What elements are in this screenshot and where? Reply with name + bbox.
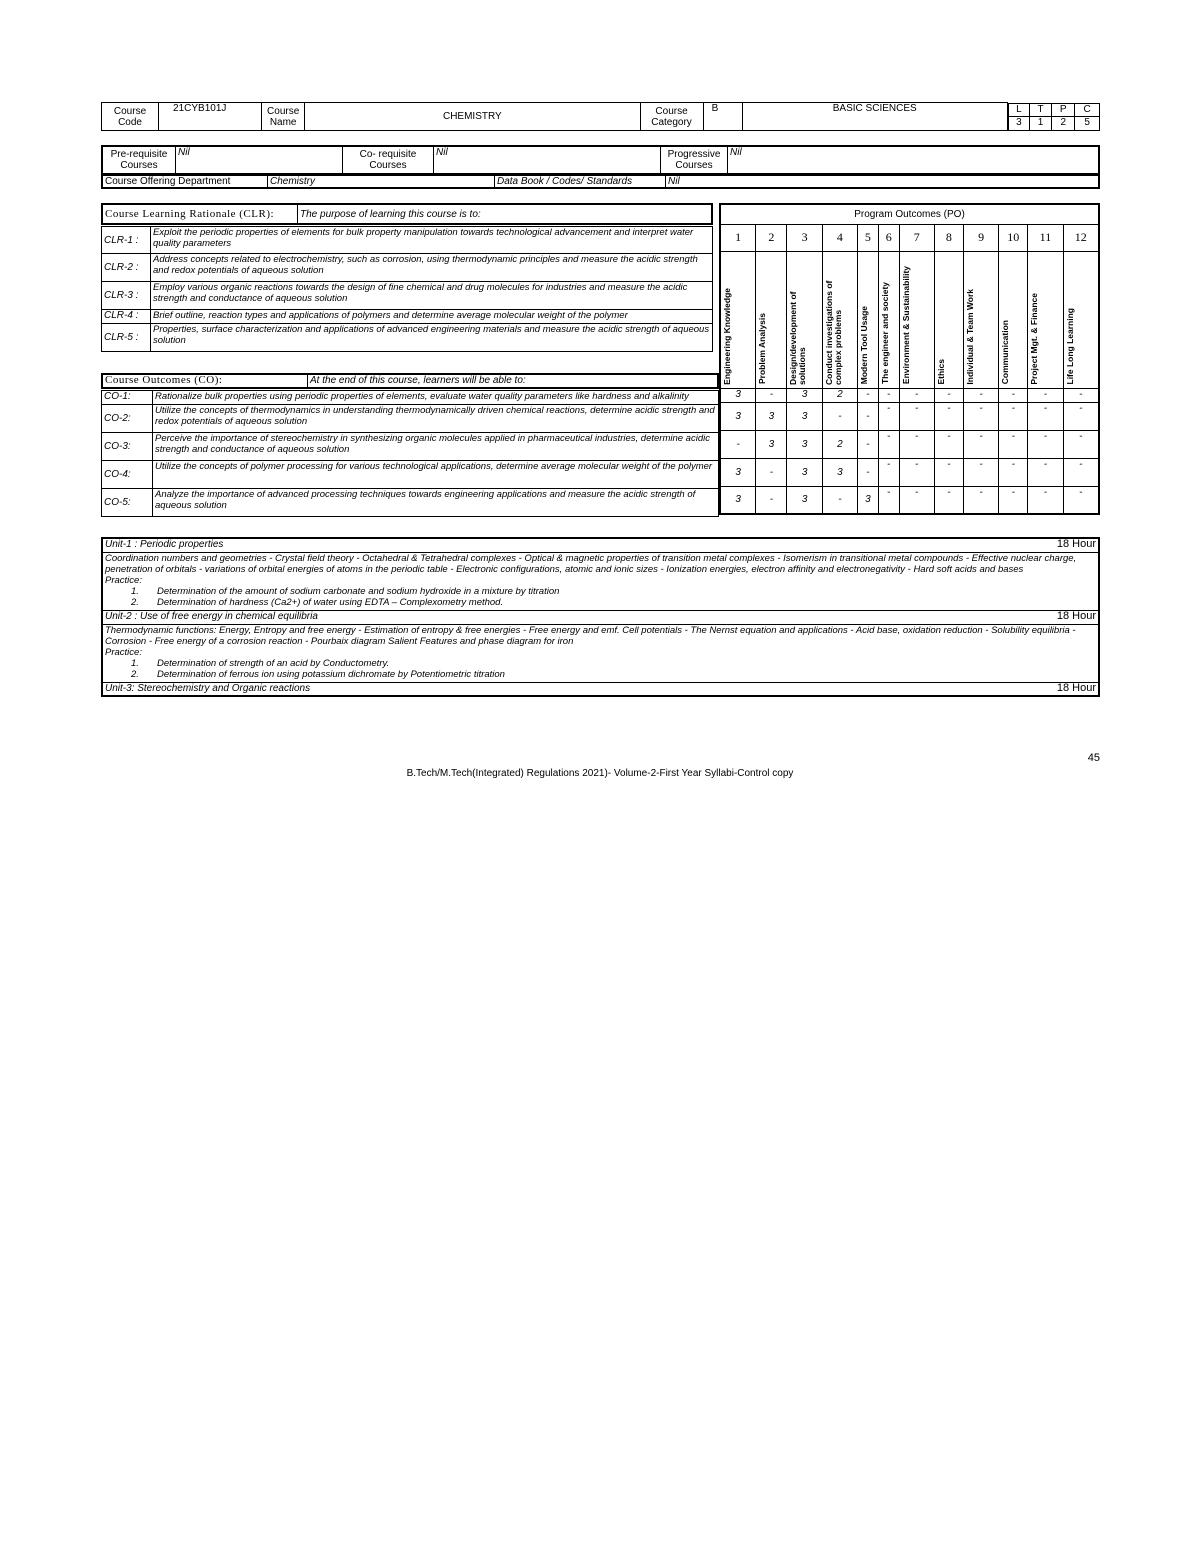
coreq-label: Co- requisite Courses <box>343 146 434 174</box>
practice-number: 2. <box>131 668 139 680</box>
practice-text: Determination of the amount of sodium carbonate and sodium hydroxide in a mixture by titration <box>157 585 560 597</box>
po-number: 2 <box>756 224 787 251</box>
practice-item <box>105 669 1096 680</box>
unit-body-cell <box>102 552 1099 610</box>
practice-number: 1. <box>131 585 139 597</box>
co-map: - <box>1063 388 1099 402</box>
clr-text: Employ various organic reactions towards the design of fine chemical and drug molecules for industries and measure the acidic strength and conductance of aqueous solution <box>151 282 713 310</box>
co-map: - <box>899 458 934 486</box>
clr-text: Properties, surface characterization and applications of advanced engineering materials and measure the acidic strength of aqueous solution <box>151 324 713 352</box>
po-name-cell <box>963 251 998 388</box>
clr-row <box>102 310 713 324</box>
ltpc-value-p: 2 <box>1052 117 1075 131</box>
databook-value: Nil <box>666 175 1100 188</box>
co-map: - <box>858 430 879 458</box>
po-name-cell <box>878 251 899 388</box>
practice-text: Determination of hardness (Ca2+) of water using EDTA – Complexometry method. <box>157 596 504 608</box>
databook-label: Data Book / Codes/ Standards <box>495 175 666 188</box>
co-map: - <box>899 430 934 458</box>
clr-title: Course Learning Rationale (CLR): <box>102 204 298 224</box>
po-name: Communication <box>1000 320 1011 385</box>
po-number: 10 <box>999 224 1028 251</box>
co-map: - <box>999 388 1028 402</box>
co-map: - <box>878 486 899 514</box>
co-map: - <box>756 486 787 514</box>
po-number: 8 <box>934 224 963 251</box>
po-name: Life Long Learning <box>1064 308 1075 385</box>
unit-3-header <box>102 682 1099 696</box>
po-name-cell <box>1028 251 1063 388</box>
po-name: Environment & Sustainability <box>900 266 911 385</box>
co-map: - <box>963 458 998 486</box>
co-map: - <box>1028 486 1063 514</box>
co-map: - <box>934 458 963 486</box>
po-number: 11 <box>1028 224 1063 251</box>
co-map: - <box>858 458 879 486</box>
co-map: - <box>1063 430 1099 458</box>
po-name: Project Mgt. & Finance <box>1029 292 1040 385</box>
unit-hours: 18 Hour <box>1014 538 1099 552</box>
co-map: 3 <box>787 486 822 514</box>
co-map: - <box>934 430 963 458</box>
co-map: - <box>756 388 787 402</box>
co-map: 2 <box>822 388 857 402</box>
co-map: 3 <box>756 430 787 458</box>
co-map: 3 <box>720 458 756 486</box>
po-number: 3 <box>787 224 822 251</box>
practice-label: Practice: <box>105 646 142 658</box>
co-map: - <box>963 486 998 514</box>
practice-number: 1. <box>131 657 139 669</box>
co-text: Utilize the concepts of thermodynamics in understanding thermodynamically driven chemical reactions, determine acidic strength and redox potentials of aqueous solution <box>153 405 719 433</box>
co-code: CO-3: <box>102 433 153 461</box>
course-code-label: Course Code <box>102 103 159 131</box>
po-name-cell <box>787 251 822 388</box>
co-map: - <box>963 402 998 430</box>
co-map: 3 <box>787 430 822 458</box>
prereq-label: Pre-requisite Courses <box>102 146 176 174</box>
course-header-table <box>101 102 1100 131</box>
co-map: - <box>878 458 899 486</box>
department-table <box>101 174 1100 189</box>
po-number: 12 <box>1063 224 1099 251</box>
co-map: - <box>756 458 787 486</box>
co-row <box>102 391 719 405</box>
co-map: - <box>999 430 1028 458</box>
po-title: Program Outcomes (PO) <box>720 204 1099 224</box>
co-map: 3 <box>756 402 787 430</box>
co-map: - <box>878 388 899 402</box>
prerequisite-table <box>101 145 1100 175</box>
co-map: - <box>934 388 963 402</box>
clr-intro: The purpose of learning this course is to: <box>298 204 713 224</box>
po-name-cell <box>822 251 857 388</box>
co-map: - <box>963 388 998 402</box>
course-category-label: Course Category <box>640 103 703 131</box>
co-map: - <box>878 402 899 430</box>
practice-text: Determination of strength of an acid by Conductometry. <box>157 657 390 669</box>
po-name: Ethics <box>935 358 946 385</box>
co-map: 3 <box>720 388 756 402</box>
practice-label: Practice: <box>105 574 142 586</box>
practice-item <box>105 658 1096 669</box>
clr-text: Address concepts related to electrochemistry, such as corrosion, using thermodynamic principles and measure the acidic strength and redox potentials of aqueous solution <box>151 254 713 282</box>
course-code: 21CYB101J <box>159 103 262 131</box>
po-table <box>719 203 1100 515</box>
clr-row <box>102 254 713 282</box>
ltpc-label-p: P <box>1052 103 1075 117</box>
co-map: - <box>1028 430 1063 458</box>
po-name: Individual & Team Work <box>964 288 975 385</box>
clr-row <box>102 227 713 254</box>
course-category-name: BASIC SCIENCES <box>742 103 1007 131</box>
co-map: - <box>899 402 934 430</box>
ltpc-table <box>1008 103 1100 131</box>
unit-body-cell <box>102 624 1099 682</box>
co-code: CO-4: <box>102 461 153 489</box>
po-name-cell <box>999 251 1028 388</box>
dept-value: Chemistry <box>268 175 495 188</box>
co-code: CO-1: <box>102 391 153 405</box>
clr-row <box>102 282 713 310</box>
co-map: - <box>1063 458 1099 486</box>
co-map: 3 <box>787 388 822 402</box>
co-map: - <box>822 402 857 430</box>
co-map: - <box>720 430 756 458</box>
co-code: CO-5: <box>102 489 153 517</box>
footer-caption: B.Tech/M.Tech(Integrated) Regulations 2021)- Volume-2-First Year Syllabi-Control copy <box>406 768 794 779</box>
co-row <box>102 489 719 517</box>
unit-hours: 18 Hour <box>1014 682 1099 696</box>
po-name-row <box>720 251 1099 388</box>
co-text: Analyze the importance of advanced processing techniques towards engineering applications and measure the acidic strength of aqueous solution <box>153 489 719 517</box>
ltpc-value-c: 5 <box>1075 117 1099 131</box>
page-number: 45 <box>1087 752 1100 764</box>
coreq-value: Nil <box>434 146 661 174</box>
practice-item <box>105 597 1096 608</box>
co-text: Perceive the importance of stereochemistry in synthesizing organic molecules applied in pharmaceutical industries, determine acidic strength and conductance of aqueous solution <box>153 433 719 461</box>
co-intro: At the end of this course, learners will be able to: <box>308 374 719 388</box>
po-name-cell <box>899 251 934 388</box>
co-row <box>102 461 719 489</box>
clr-text: Brief outline, reaction types and applications of polymers and determine average molecular weight of the polymer <box>151 310 713 324</box>
progressive-value: Nil <box>728 146 1100 174</box>
co-map: - <box>899 486 934 514</box>
po-number: 4 <box>822 224 857 251</box>
co-mapping-row <box>720 388 1099 402</box>
co-map: - <box>999 458 1028 486</box>
course-category-code: B <box>703 103 742 131</box>
clr-table <box>101 203 713 225</box>
course-name-label: Course Name <box>262 103 305 131</box>
co-map: 3 <box>787 458 822 486</box>
co-map: - <box>1063 402 1099 430</box>
unit-hours: 18 Hour <box>1014 610 1099 624</box>
co-map: 3 <box>822 458 857 486</box>
clr-items-table <box>101 226 713 352</box>
po-name: The engineer and society <box>879 282 890 385</box>
co-map: - <box>1028 458 1063 486</box>
co-map: 3 <box>787 402 822 430</box>
po-name: Design/development of solutions <box>788 290 808 385</box>
clr-code: CLR-2 : <box>102 254 151 282</box>
co-map: 3 <box>858 486 879 514</box>
ltpc-label-t: T <box>1029 103 1051 117</box>
co-mapping-row <box>720 458 1099 486</box>
unit-body: Thermodynamic functions: Energy, Entropy and free energy - Estimation of entropy & free energies - Free energy and emf. Cell potentials - The Nernst equation and applications - Acid base, oxidation reduction - Solubility equilibria - Corrosion - Free energy of a corrosion reaction - Pourbaix diagram Salient Features and phase diagram for iron <box>105 624 1076 647</box>
co-map: - <box>1028 402 1063 430</box>
dept-label: Course Offering Department <box>102 175 268 188</box>
units-table <box>101 537 1100 697</box>
clr-text: Exploit the periodic properties of elements for bulk property manipulation towards technological advancement and interpret water quality parameters <box>151 227 713 254</box>
po-name: Problem Analysis <box>757 313 768 385</box>
practice-text: Determination of ferrous ion using potassium dichromate by Potentiometric titration <box>157 668 505 680</box>
clr-code: CLR-4 : <box>102 310 151 324</box>
practice-number: 2. <box>131 596 139 608</box>
po-name-cell <box>1063 251 1099 388</box>
unit-1-header <box>102 538 1099 552</box>
ltpc-label-c: C <box>1075 103 1099 117</box>
unit-title: Unit-1 : Periodic properties <box>102 538 1014 552</box>
po-name: Conduct investigations of complex problems <box>823 280 843 385</box>
co-map: - <box>963 430 998 458</box>
co-map: 2 <box>822 430 857 458</box>
unit-2-body <box>102 624 1099 682</box>
co-row <box>102 405 719 433</box>
co-map: - <box>899 388 934 402</box>
po-name: Modern Tool Usage <box>859 306 870 385</box>
unit-2-header <box>102 610 1099 624</box>
co-text: Utilize the concepts of polymer processing for various technological applications, determine average molecular weight of the polymer <box>153 461 719 489</box>
co-title: Course Outcomes (CO): <box>102 374 308 388</box>
co-map: - <box>878 430 899 458</box>
po-number: 7 <box>899 224 934 251</box>
ltpc-label-l: L <box>1008 103 1029 117</box>
co-map: 3 <box>720 486 756 514</box>
progressive-label: Progressive Courses <box>661 146 728 174</box>
co-map: - <box>999 402 1028 430</box>
unit-title: Unit-3: Stereochemistry and Organic reactions <box>102 682 1014 696</box>
practice-item <box>105 586 1096 597</box>
ltpc-cell <box>1007 103 1100 131</box>
po-number-row <box>720 224 1099 251</box>
prereq-value: Nil <box>176 146 343 174</box>
co-map: - <box>1028 388 1063 402</box>
co-code: CO-2: <box>102 405 153 433</box>
clr-code: CLR-3 : <box>102 282 151 310</box>
co-items-table <box>101 390 719 517</box>
co-map: 3 <box>720 402 756 430</box>
po-number: 9 <box>963 224 998 251</box>
clr-row <box>102 324 713 352</box>
co-map: - <box>858 402 879 430</box>
co-map: - <box>999 486 1028 514</box>
po-name-cell <box>756 251 787 388</box>
co-map: - <box>934 486 963 514</box>
co-map: - <box>934 402 963 430</box>
co-map: - <box>858 388 879 402</box>
po-name-cell <box>720 251 756 388</box>
po-name: Engineering Knowledge <box>722 287 732 385</box>
ltpc-value-l: 3 <box>1008 117 1029 131</box>
co-row <box>102 433 719 461</box>
co-mapping-row <box>720 402 1099 430</box>
co-title-table <box>101 373 719 389</box>
po-number: 6 <box>878 224 899 251</box>
po-number: 1 <box>720 224 756 251</box>
co-mapping-row <box>720 430 1099 458</box>
co-mapping-row <box>720 486 1099 514</box>
unit-1-body <box>102 552 1099 610</box>
unit-body: Coordination numbers and geometries - Crystal field theory - Octahedral & Tetrahedral complexes - Optical & magnetic properties of transition metal complexes - Isomerism in transitional metal compounds - Effective nuclear charge, penetration of orbitals - variations of orbital energies of atoms in the periodic table - Electronic configurations, atomic and ionic sizes - Ionization energies, electron affinity and electronegativity - Hard soft acids and bases <box>105 552 1077 575</box>
unit-title: Unit-2 : Use of free energy in chemical equilibria <box>102 610 1014 624</box>
co-map: - <box>822 486 857 514</box>
course-name: CHEMISTRY <box>305 103 640 131</box>
po-name-cell <box>858 251 879 388</box>
co-text: Rationalize bulk properties using periodic properties of elements, evaluate water quality parameters like hardness and alkalinity <box>153 391 719 405</box>
po-name-cell <box>934 251 963 388</box>
co-map: - <box>1063 486 1099 514</box>
clr-code: CLR-5 : <box>102 324 151 352</box>
po-number: 5 <box>858 224 879 251</box>
clr-code: CLR-1 : <box>102 227 151 254</box>
ltpc-value-t: 1 <box>1029 117 1051 131</box>
